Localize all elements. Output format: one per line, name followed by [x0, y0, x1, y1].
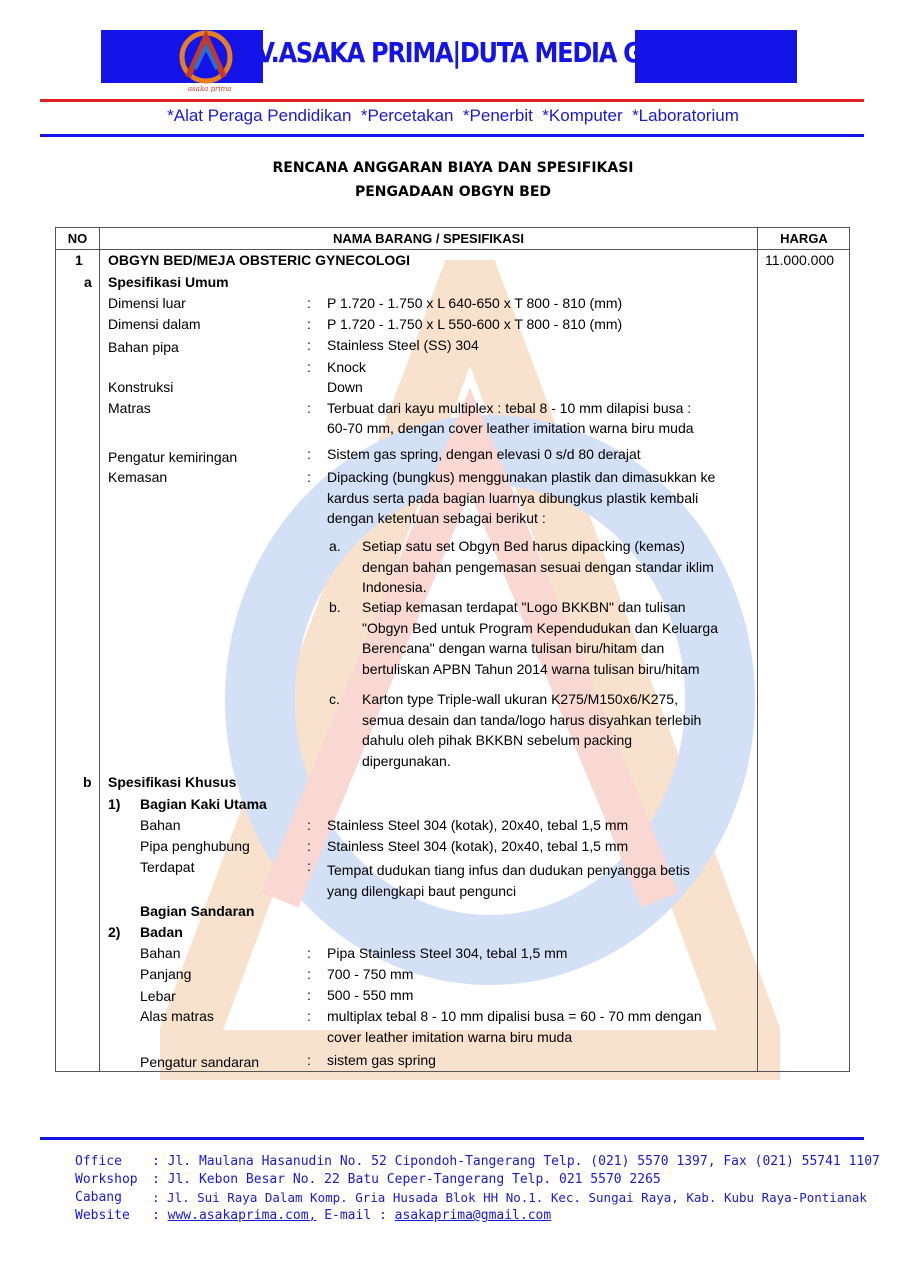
- spec-label: Panjang: [140, 966, 192, 982]
- spec-separator: :: [307, 987, 311, 1003]
- email-link[interactable]: asakaprima@gmail.com: [394, 1208, 552, 1223]
- spec-label: Dimensi dalam: [108, 316, 201, 332]
- spec-value-cont: cover leather imitation warna biru muda: [327, 1029, 573, 1045]
- footer-email-label: E-mail :: [316, 1208, 395, 1223]
- spec-separator: :: [307, 337, 311, 353]
- spec-label: Lebar: [140, 988, 176, 1004]
- spec-value: Sistem gas spring, dengan elevasi 0 s/d 80 derajat: [327, 446, 641, 462]
- spec-label: Bahan: [140, 817, 181, 833]
- spec-separator: :: [307, 316, 311, 332]
- spec-value: Tempat dudukan tiang infus dan dudukan penyangga betis: [327, 862, 690, 878]
- footer-label-workshop: Workshop: [75, 1172, 138, 1187]
- part-title: Bagian Sandaran: [140, 903, 255, 919]
- list-item-line: Setiap satu set Obgyn Bed harus dipacking (kemas): [362, 538, 685, 554]
- list-item-line: bertuliskan APBN Tahun 2014 warna tulisan biru/hitam: [362, 661, 700, 677]
- footer-office-address: : Jl. Maulana Hasanudin No. 52 Cipondoh-Tangerang Telp. (021) 5570 1397, Fax (021) 55741 1107: [152, 1154, 880, 1169]
- spec-value: P 1.720 - 1.750 x L 550-600 x T 800 - 810 (mm): [327, 316, 623, 332]
- spec-label: Bahan: [140, 945, 181, 961]
- spec-value: Stainless Steel (SS) 304: [327, 337, 479, 353]
- list-item-line: "Obgyn Bed untuk Program Kependudukan dan Keluarga: [362, 620, 718, 636]
- list-item-line: Berencana" dengan warna tulisan biru/hitam dan: [362, 640, 665, 656]
- website-link[interactable]: www.asakaprima.com,: [167, 1208, 317, 1223]
- spec-separator: :: [307, 838, 311, 854]
- footer-website-prefix: :: [152, 1208, 168, 1223]
- footer-divider: [40, 1137, 864, 1140]
- spec-value-cont: kardus serta pada bagian luarnya dibungkus plastik kembali: [327, 490, 699, 506]
- spec-value: Stainless Steel 304 (kotak), 20x40, tebal 1,5 mm: [327, 817, 629, 833]
- spec-label: Konstruksi: [108, 379, 174, 395]
- footer-label-cabang: Cabang: [75, 1190, 122, 1205]
- col-divider: [757, 228, 758, 1071]
- spec-value: Stainless Steel 304 (kotak), 20x40, tebal 1,5 mm: [327, 838, 629, 854]
- logo-subtitle: asaka prima: [188, 85, 232, 93]
- spec-label: Pengatur kemiringan: [108, 449, 238, 465]
- spec-separator: :: [307, 295, 311, 311]
- header-divider-red: [40, 99, 864, 102]
- col-header-price: HARGA: [780, 231, 828, 246]
- spec-separator: :: [307, 1052, 311, 1068]
- spec-value: 700 - 750 mm: [327, 966, 414, 982]
- spec-value: Terbuat dari kayu multiplex : tebal 8 - 10 mm dilapisi busa :: [327, 400, 692, 416]
- spec-label: Pipa penghubung: [140, 838, 250, 854]
- list-marker: a.: [329, 538, 341, 554]
- spec-value: Dipacking (bungkus) menggunakan plastik dan dimasukkan ke: [327, 469, 716, 485]
- spec-label: Kemasan: [108, 469, 168, 485]
- spec-value: Knock: [327, 359, 366, 375]
- spec-separator: :: [307, 469, 311, 485]
- company-name: CV.ASAKA PRIMA|DUTA MEDIA GROUP: [240, 36, 713, 69]
- footer-cabang-address: : Jl. Sui Raya Dalam Komp. Gria Husada Blok HH No.1. Kec. Sungai Raya, Kab. Kubu Raya-Pontianak: [152, 1190, 867, 1205]
- footer-label-office: Office: [75, 1154, 122, 1169]
- part-title: Bagian Kaki Utama: [140, 796, 267, 812]
- spec-label: Terdapat: [140, 859, 195, 875]
- part-title-cont: Badan: [140, 924, 183, 940]
- spec-value: 500 - 550 mm: [327, 987, 414, 1003]
- part-number: 2): [108, 924, 121, 940]
- section-b-title: Spesifikasi Khusus: [108, 774, 237, 790]
- spec-table: [55, 227, 850, 1072]
- asaka-logo-icon: [178, 29, 234, 85]
- section-b-letter: b: [83, 774, 92, 790]
- spec-value-cont: yang dilengkapi baut pengunci: [327, 883, 517, 899]
- list-marker: c.: [329, 691, 340, 707]
- section-a-letter: a: [84, 274, 92, 290]
- spec-separator: :: [307, 817, 311, 833]
- spec-separator: :: [307, 945, 311, 961]
- section-a-title: Spesifikasi Umum: [108, 274, 229, 290]
- spec-value-cont: 60-70 mm, dengan cover leather imitation warna biru muda: [327, 420, 694, 436]
- footer-workshop-address: : Jl. Kebon Besar No. 22 Batu Ceper-Tangerang Telp. 021 5570 2265: [152, 1172, 661, 1187]
- spec-value: multiplax tebal 8 - 10 mm dipalisi busa = 60 - 70 mm dengan: [327, 1008, 702, 1024]
- part-number: 1): [108, 796, 121, 812]
- spec-label: Bahan pipa: [108, 339, 179, 355]
- footer-label-website: Website: [75, 1208, 130, 1223]
- spec-value-cont: dengan ketentuan sebagai berikut :: [327, 510, 546, 526]
- document-title: RENCANA ANGGARAN BIAYA DAN SPESIFIKASI: [272, 160, 634, 176]
- list-item-line: Karton type Triple-wall ukuran K275/M150x6/K275,: [362, 691, 678, 707]
- item-price: 11.000.000: [765, 252, 835, 268]
- spec-label: Alas matras: [140, 1008, 214, 1024]
- spec-value: P 1.720 - 1.750 x L 640-650 x T 800 - 810 (mm): [327, 295, 623, 311]
- col-header-no: NO: [67, 231, 88, 246]
- col-header-name: NAMA BARANG / SPESIFIKASI: [333, 231, 524, 246]
- spec-value: Down: [327, 379, 363, 395]
- spec-value: Pipa Stainless Steel 304, tebal 1,5 mm: [327, 945, 568, 961]
- list-item-line: semua desain dan tanda/logo harus disyahkan terlebih: [362, 712, 702, 728]
- spec-label: Matras: [108, 400, 151, 416]
- header-divider-blue: [40, 134, 864, 137]
- footer-contact-line: [152, 1207, 551, 1225]
- spec-separator: :: [307, 966, 311, 982]
- spec-separator: :: [307, 858, 311, 874]
- spec-separator: :: [307, 359, 311, 375]
- company-tagline: *Alat Peraga Pendidikan *Percetakan *Penerbit *Komputer *Laboratorium: [167, 106, 739, 125]
- list-marker: b.: [329, 599, 341, 615]
- col-divider: [99, 228, 100, 1071]
- item-name: OBGYN BED/MEJA OBSTERIC GYNECOLOGI: [108, 252, 411, 268]
- list-item-line: Setiap kemasan terdapat "Logo BKKBN" dan tulisan: [362, 599, 686, 615]
- spec-label: Dimensi luar: [108, 295, 186, 311]
- spec-label: Pengatur sandaran: [140, 1054, 260, 1070]
- spec-separator: :: [307, 446, 311, 462]
- list-item-line: Indonesia.: [362, 579, 427, 595]
- spec-separator: :: [307, 1008, 311, 1024]
- document-subtitle: PENGADAAN OBGYN BED: [354, 184, 552, 200]
- list-item-line: dahulu oleh pihak BKKBN sebelum packing: [362, 732, 633, 748]
- spec-separator: :: [307, 400, 311, 416]
- item-number: 1: [75, 252, 83, 268]
- list-item-line: dengan bahan pengemasan sesuai dengan standar iklim: [362, 559, 714, 575]
- list-item-line: dipergunakan.: [362, 753, 451, 769]
- spec-value: sistem gas spring: [327, 1052, 436, 1068]
